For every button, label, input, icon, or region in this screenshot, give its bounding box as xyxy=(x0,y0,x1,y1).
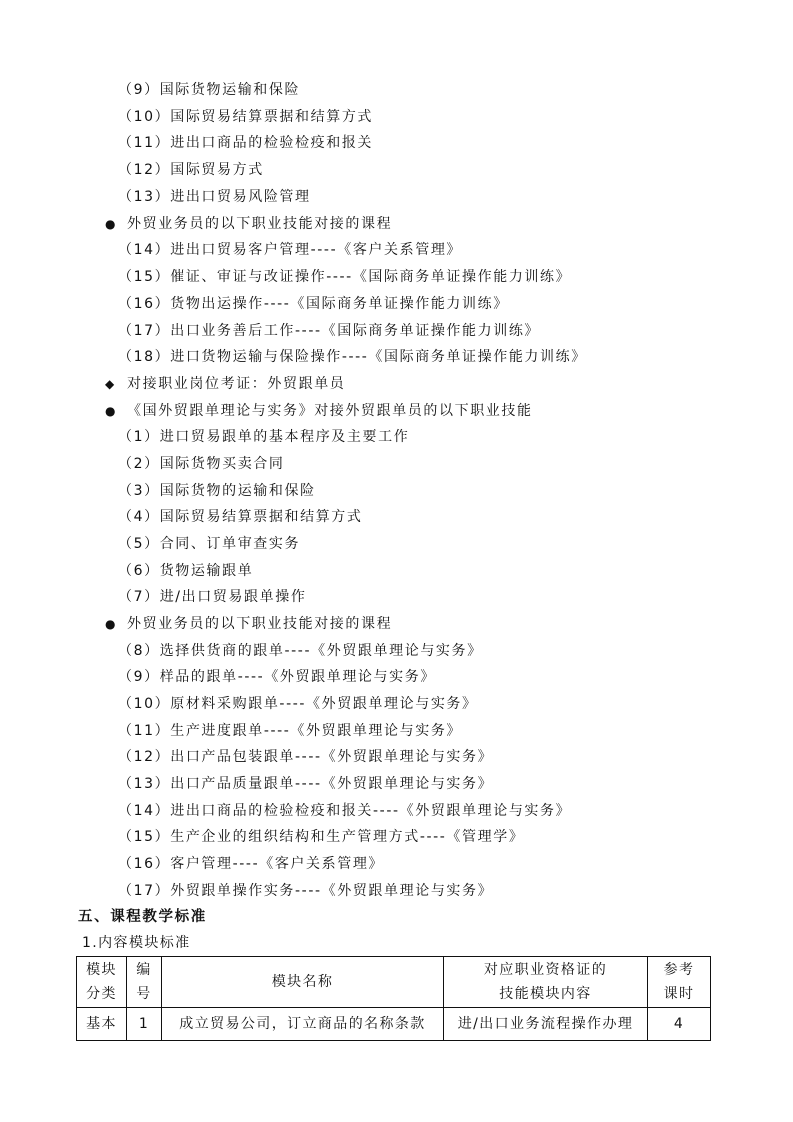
list-item: （4）国际贸易结算票据和结算方式 xyxy=(118,509,363,525)
header-cert-content: 对应职业资格证的 技能模块内容 xyxy=(444,957,648,1008)
cell-module-name: 成立贸易公司，订立商品的名称条款 xyxy=(162,1008,444,1041)
module-standards-table xyxy=(76,956,711,1041)
list-item: （15）催证、审证与改证操作----《国际商务单证操作能力训练》 xyxy=(118,269,572,285)
bullet-item xyxy=(105,213,392,235)
header-category: 模块 分类 xyxy=(77,957,127,1008)
list-item: （1）进口贸易跟单的基本程序及主要工作 xyxy=(118,429,410,445)
list-item: （13）进出口贸易风险管理 xyxy=(118,189,311,205)
header-module-name: 模块名称 xyxy=(162,957,444,1008)
list-item: （13）出口产品质量跟单----《外贸跟单理论与实务》 xyxy=(118,776,494,792)
bullet-item xyxy=(105,373,345,395)
bullet-item xyxy=(105,613,392,635)
list-item: （3）国际货物的运输和保险 xyxy=(118,483,316,499)
list-item: （9）国际货物运输和保险 xyxy=(118,82,301,98)
list-item: （2）国际货物买卖合同 xyxy=(118,456,285,472)
list-item: （11）进出口商品的检验检疫和报关 xyxy=(118,135,374,151)
list-item: （10）国际贸易结算票据和结算方式 xyxy=(118,109,374,125)
list-item: （16）货物出运操作----《国际商务单证操作能力训练》 xyxy=(118,296,509,312)
list-item: （9）样品的跟单----《外贸跟单理论与实务》 xyxy=(118,669,436,685)
bullet-item xyxy=(105,400,533,422)
section-heading: 五、课程教学标准 xyxy=(78,909,207,925)
bullet-dot-icon: ● xyxy=(105,217,118,231)
list-item: （12）出口产品包装跟单----《外贸跟单理论与实务》 xyxy=(118,749,494,765)
subsection-heading: 1.内容模块标准 xyxy=(82,935,191,951)
header-number: 编 号 xyxy=(127,957,162,1008)
list-item: （16）客户管理----《客户关系管理》 xyxy=(118,856,385,872)
list-item: （18）进口货物运输与保险操作----《国际商务单证操作能力训练》 xyxy=(118,349,587,365)
bullet-text: 《国外贸跟单理论与实务》对接外贸跟单员的以下职业技能 xyxy=(127,403,533,419)
cell-number: 1 xyxy=(127,1008,162,1041)
list-item: （12）国际贸易方式 xyxy=(118,162,264,178)
list-item: （5）合同、订单审查实务 xyxy=(118,536,301,552)
list-item: （11）生产进度跟单----《外贸跟单理论与实务》 xyxy=(118,723,463,739)
header-hours: 参考 课时 xyxy=(648,957,711,1008)
list-item: （6）货物运输跟单 xyxy=(118,563,254,579)
table-header-row xyxy=(77,957,711,1008)
list-item: （8）选择供货商的跟单----《外贸跟单理论与实务》 xyxy=(118,643,483,659)
bullet-dot-icon: ● xyxy=(105,617,118,631)
list-item: （15）生产企业的组织结构和生产管理方式----《管理学》 xyxy=(118,829,525,845)
cell-cert-content: 进/出口业务流程操作办理 xyxy=(444,1008,648,1041)
cell-category: 基本 xyxy=(77,1008,127,1041)
table-row xyxy=(77,1008,711,1041)
diamond-icon: ◆ xyxy=(105,377,116,391)
bullet-dot-icon: ● xyxy=(105,404,118,418)
list-item: （14）进出口贸易客户管理----《客户关系管理》 xyxy=(118,242,463,258)
list-item: （14）进出口商品的检验检疫和报关----《外贸跟单理论与实务》 xyxy=(118,803,572,819)
list-item: （17）外贸跟单操作实务----《外贸跟单理论与实务》 xyxy=(118,883,494,899)
bullet-text: 对接职业岗位考证：外贸跟单员 xyxy=(127,376,346,392)
bullet-text: 外贸业务员的以下职业技能对接的课程 xyxy=(127,616,393,632)
bullet-text: 外贸业务员的以下职业技能对接的课程 xyxy=(127,216,393,232)
cell-hours: 4 xyxy=(648,1008,711,1041)
list-item: （7）进/出口贸易跟单操作 xyxy=(118,589,307,605)
list-item: （17）出口业务善后工作----《国际商务单证操作能力训练》 xyxy=(118,323,541,339)
list-item: （10）原材料采购跟单----《外贸跟单理论与实务》 xyxy=(118,696,478,712)
